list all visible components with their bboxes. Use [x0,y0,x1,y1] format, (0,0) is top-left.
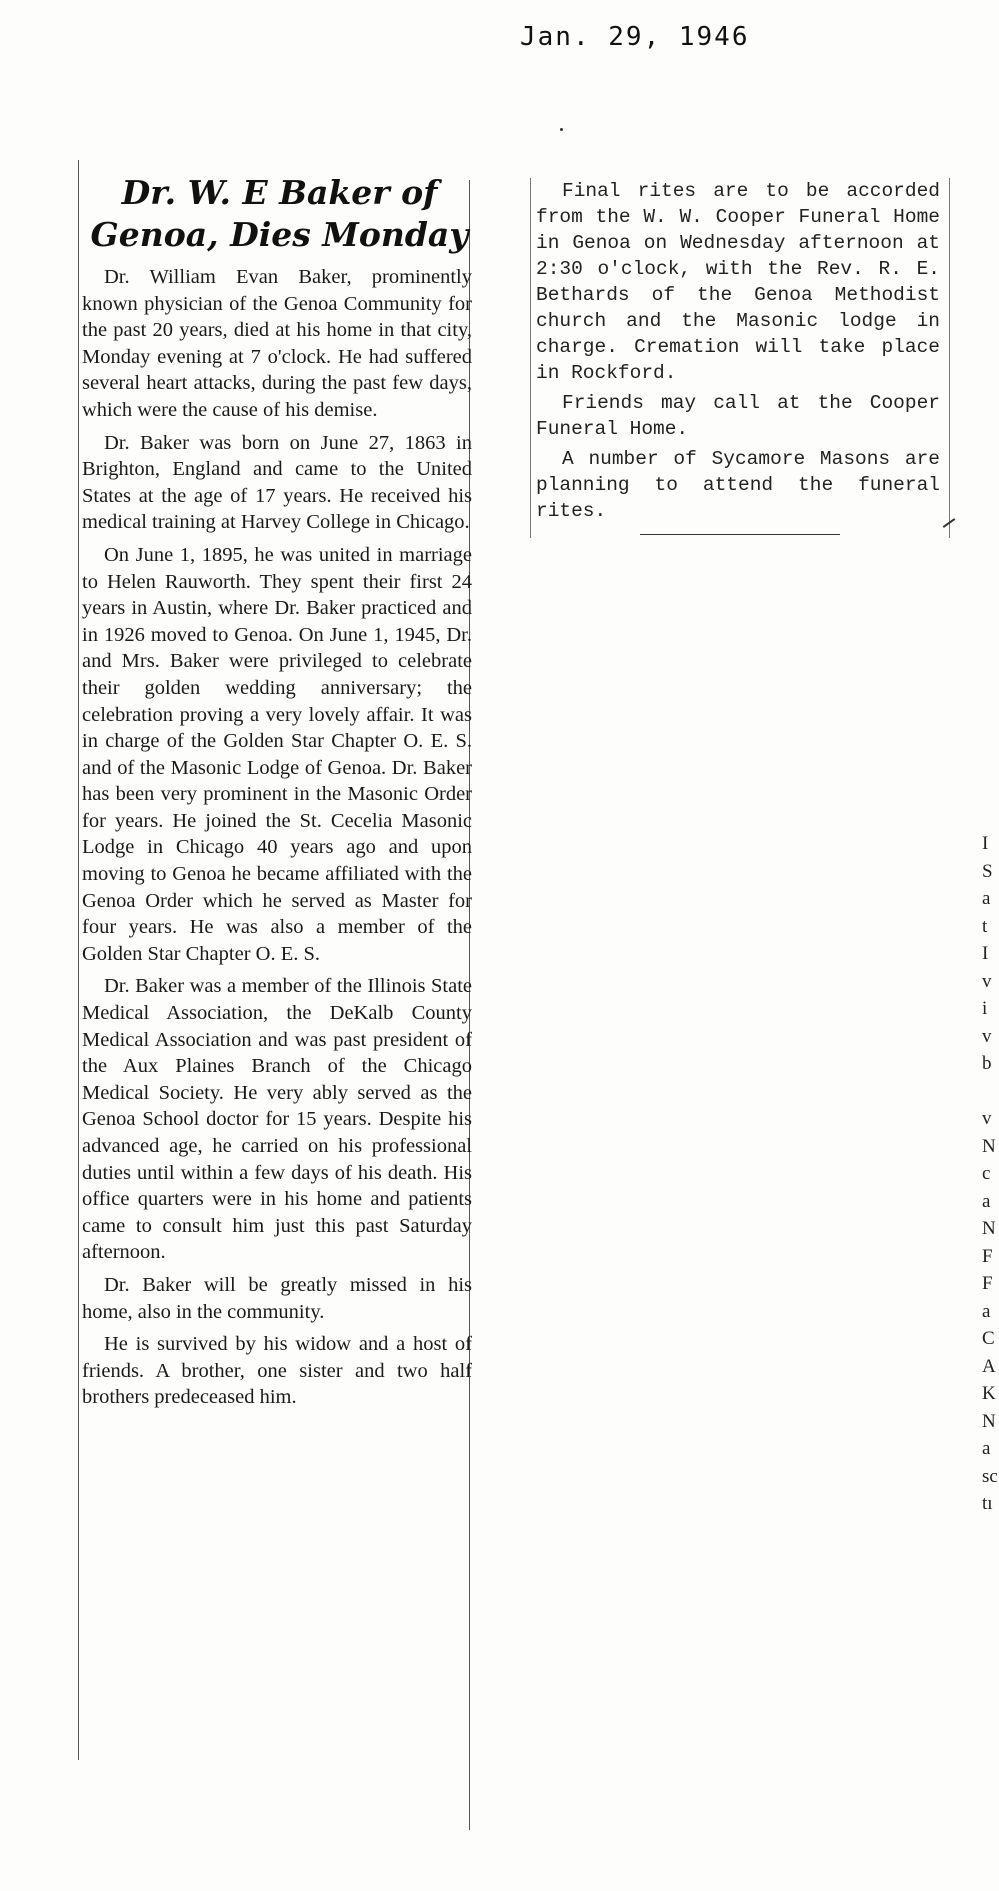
fragment-letter [982,1078,999,1106]
column-rule-left [530,178,531,538]
column-rule-right [949,178,950,538]
fragment-letter: I [982,943,989,964]
paragraph: Final rites are to be accorded from the W. W. Cooper Funeral Home in Genoa on Wednesday afternoon at 2:30 o'clock, with the Rev. R. E. Bethards of the Genoa Methodist church and the Masonic lodge in charge. Cremation will take place in Rockford. [536,180,940,384]
fragment-letter: F [982,1273,993,1294]
fragment-letter: a [982,888,991,909]
fragment-letter: a [982,1438,991,1459]
fragment-letter: t [982,915,988,937]
fragment-letter: c [982,1163,991,1184]
fragment-letter: b [982,1053,992,1074]
paragraph: Friends may call at the Cooper Funeral Home. [536,392,940,440]
paragraph: Dr. Baker will be greatly missed in his home, also in the community. [82,1273,472,1323]
fragment-letter: a [982,1190,991,1212]
paragraph: A number of Sycamore Masons are planning to attend the funeral rites. [536,448,940,522]
fragment-letter: I [982,833,989,854]
fragment-letter: K [982,1383,996,1404]
article-body [82,264,472,1417]
fragment-letter: N [982,1218,996,1239]
fragment-letter: v [982,1108,992,1129]
fragment-letter: N [982,1135,996,1157]
speck [560,128,563,131]
fragment-letter: a [982,1300,991,1322]
fragment-letter: i [982,998,988,1019]
fragment-letter: N [982,1410,996,1432]
article-headline: Dr. W. E Baker of Genoa, Dies Monday [90,173,469,254]
continuation-body [536,178,940,528]
fragment-letter: S [982,860,993,882]
fragment-letter: C [982,1328,995,1349]
fragment-letter: v [982,1025,992,1047]
fragment-letter: F [982,1245,993,1267]
fragment-letter: tı [982,1493,993,1514]
date-stamp: Jan. 29, 1946 [520,22,750,52]
article-continuation-column [530,178,950,538]
fragment-letter: A [982,1355,996,1377]
paragraph: Dr. Baker was a member of the Illinois State Medical Association, the DeKalb County Medical Association and was past president of the Aux Plaines Branch of the Chicago Medical Society. He very ably served as the Genoa School doctor for 15 years. Despite his advanced age, he carried on his professional duties until within a few days of his death. His office quarters were in his home and patients came to consult him just this past Saturday afternoon. [82,975,472,1264]
paragraph: He is survived by his widow and a host of friends. A brother, one sister and two half brothers predeceased him. [82,1333,472,1409]
paragraph: Dr. William Evan Baker, prominently known physician of the Genoa Community for the past 20 years, died at his home in that city, Monday evening at 7 o'clock. He had suffered several heart attacks, during the past few days, which were the cause of his demise. [82,266,472,421]
paragraph: On June 1, 1895, he was united in marriage to Helen Rauworth. They spent their first 24 years in Austin, where Dr. Baker practiced and in 1926 moved to Genoa. On June 1, 1945, Dr. and Mrs. Baker were privileged to celebrate their golden wedding anniversary; the celebration proving a very lovely affair. It was in charge of the Golden Star Chapter O. E. S. and of the Masonic Lodge of Genoa. Dr. Baker has been very prominent in the Masonic Order for years. He joined the St. Cecelia Masonic Lodge in Chicago 40 years ago and upon moving to Genoa he became affiliated with the Genoa Order which he served as Master for four years. He was also a member of the Golden Star Chapter O. E. S. [82,543,472,965]
fragment-letter: v [982,970,992,992]
end-of-article-rule [640,534,840,535]
fragment-letter: sc [982,1465,998,1487]
paragraph: Dr. Baker was born on June 27, 1863 in Brighton, England and came to the United States at the age of 17 years. He received his medical training at Harvey College in Chicago. [82,431,472,534]
article-main-column [52,160,470,1840]
adjacent-column-fragment [982,830,999,1830]
column-rule-left [78,160,79,1760]
